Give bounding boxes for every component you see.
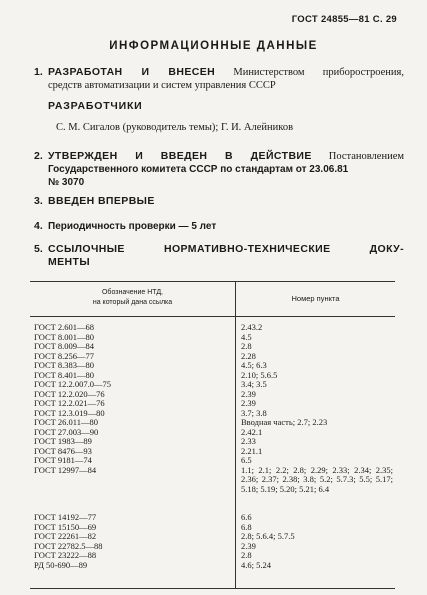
table-row-ntd: ГОСТ 8.001—80 xyxy=(34,331,95,342)
table-row-item: 4.5 xyxy=(241,331,252,342)
table-row-ntd: РД 50-690—89 xyxy=(34,559,88,570)
table-row-ntd: ГОСТ 12997—84 xyxy=(34,464,97,475)
table-row-item: 4.6; 5.24 xyxy=(241,559,271,570)
table-row-item: 2.42.1 xyxy=(241,426,263,437)
table-row-ntd: ГОСТ 1983—89 xyxy=(34,436,92,446)
table-row-item: 2.21.1 xyxy=(241,445,263,456)
table-row-item: 6.8 xyxy=(241,521,252,532)
table-row-ntd: ГОСТ 2.601—68 xyxy=(34,322,95,332)
table-header-ntd xyxy=(30,288,235,308)
section-5-head: ССЫЛОЧНЫЕ НОРМАТИВНО-ТЕХНИЧЕСКИЕ ДОКУ- xyxy=(48,243,404,255)
developers-title: РАЗРАБОТЧИКИ xyxy=(48,100,143,112)
section-1-num: 1. xyxy=(34,66,43,78)
table-header-ntd-line2: на который дана ссылка xyxy=(92,299,173,306)
table-item-column xyxy=(241,323,393,570)
table-row-item: 4.5; 6.3 xyxy=(241,360,267,370)
section-2-head: УТВЕРЖДЕН И ВВЕДЕН В ДЕЙСТВИЕ xyxy=(48,150,312,162)
section-2-line2: Государственного комитета СССР по стандартам от 23.06.81 xyxy=(48,164,349,175)
section-1 xyxy=(34,66,404,92)
table-row-ntd: ГОСТ 22782.5—88 xyxy=(34,540,103,551)
table-row-ntd: ГОСТ 8.383—80 xyxy=(34,360,95,370)
table-row-item: Вводная часть; 2.7; 2.23 xyxy=(241,417,328,427)
table-ntd-column xyxy=(34,323,234,570)
table-row-item: 2.39 xyxy=(241,540,256,551)
table-row-ntd: ГОСТ 8476—93 xyxy=(34,445,92,456)
section-4 xyxy=(34,220,404,233)
table-row-item: 2.39 xyxy=(241,398,256,408)
table-row-item: 2.10; 5.6.5 xyxy=(241,369,278,380)
section-1-text: Министерством приборостроения, xyxy=(233,67,404,78)
page-title: ИНФОРМАЦИОННЫЕ ДАННЫЕ xyxy=(109,40,318,52)
table-column-divider xyxy=(235,282,236,588)
table-row-ntd: ГОСТ 8.401—80 xyxy=(34,369,95,380)
section-1-line2: средств автоматизации и систем управления СССР xyxy=(48,80,276,91)
table-row-item: 2.39 xyxy=(241,388,256,399)
section-5-line2: МЕНТЫ xyxy=(48,256,91,268)
section-1-line1 xyxy=(34,66,404,79)
table-row-ntd: ГОСТ 8.009—84 xyxy=(34,341,95,351)
section-4-num: 4. xyxy=(34,220,43,232)
references-table xyxy=(30,281,395,589)
table-header-ntd-line1: Обозначение НТД, xyxy=(101,289,164,296)
table-row-ntd: ГОСТ 27.003—90 xyxy=(34,426,99,437)
table-row-item: 1.1; 2.1; 2.2; 2.8; 2.29; 2.33; 2.34; 2.35; 2.36; 2.37; 2.38; 3.8; 5.2; 5.7.3; 5.5; 5.17; 5.18; 5.19; 5.20; 5.21; 6.4 xyxy=(241,464,393,494)
section-5-num: 5. xyxy=(34,243,43,255)
section-5-line1 xyxy=(34,243,404,256)
section-3-head: ВВЕДЕН ВПЕРВЫЕ xyxy=(48,195,155,207)
section-3 xyxy=(34,195,404,208)
section-4-text: Периодичность проверки — 5 лет xyxy=(48,221,217,232)
table-row-ntd: ГОСТ 26.011—80 xyxy=(34,417,98,427)
table-row-ntd: ГОСТ 9181—74 xyxy=(34,455,92,465)
table-row-ntd: ГОСТ 12.2.007.0—75 xyxy=(34,379,112,389)
table-row-item: 2.43.2 xyxy=(241,322,263,332)
section-2-line1 xyxy=(34,150,404,163)
table-row-item: 2.8 xyxy=(241,550,252,560)
section-1-head: РАЗРАБОТАН И ВНЕСЕН xyxy=(48,66,216,78)
table-row-ntd: ГОСТ 15150—69 xyxy=(34,521,97,532)
table-row-item: 6.6 xyxy=(241,512,252,522)
table-row-item: 2.28 xyxy=(241,350,256,361)
table-row-item: 6.5 xyxy=(241,455,252,465)
table-row-ntd: ГОСТ 8.256—77 xyxy=(34,350,95,361)
section-2-line3: № 3070 xyxy=(48,177,85,188)
section-2 xyxy=(34,150,404,189)
table-row-item: 2.33 xyxy=(241,436,256,446)
section-2-num: 2. xyxy=(34,150,43,162)
table-header-item: Номер пункта xyxy=(291,294,340,303)
developers-text: С. М. Сигалов (руководитель темы); Г. И. Алейников xyxy=(56,122,294,133)
table-row-ntd: ГОСТ 23222—88 xyxy=(34,550,97,560)
page-header: ГОСТ 24855—81 С. 29 xyxy=(291,14,397,25)
table-row-item: 2.8; 5.6.4; 5.7.5 xyxy=(241,531,295,541)
table-row-ntd: ГОСТ 12.3.019—80 xyxy=(34,407,105,418)
table-row-ntd: ГОСТ 12.2.021—76 xyxy=(34,398,105,408)
section-2-text: Постановлением xyxy=(328,151,404,162)
section-5 xyxy=(34,243,404,269)
table-row-item: 3.4; 3.5 xyxy=(241,379,267,389)
table-row-item: 3.7; 3.8 xyxy=(241,407,267,418)
table-header-divider xyxy=(30,316,395,317)
table-row-ntd: ГОСТ 12.2.020—76 xyxy=(34,388,105,399)
table-row-ntd: ГОСТ 14192—77 xyxy=(34,512,97,522)
table-row-ntd: ГОСТ 22261—82 xyxy=(34,531,97,541)
table-row-item: 2.8 xyxy=(241,341,252,351)
section-3-num: 3. xyxy=(34,195,43,207)
